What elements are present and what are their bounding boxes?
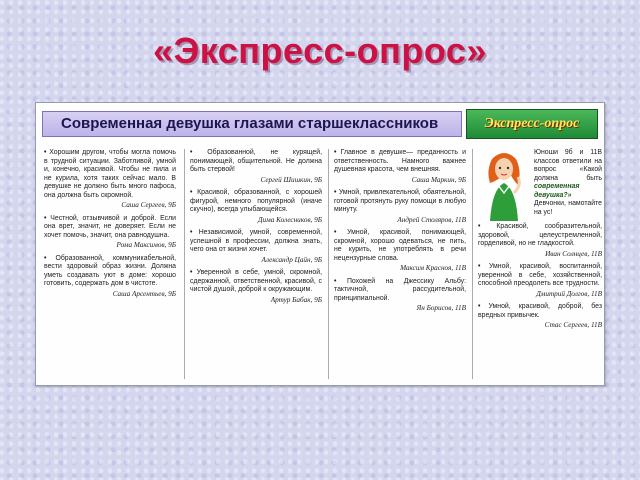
column-divider	[472, 149, 473, 379]
quote-signature: Александр Цайн, 9Б	[261, 255, 322, 264]
quote-entry: • Хорошим другом, чтобы могла помочь в трудной ситуации. Заботливой, умной и, конечно, красивой. Чтобы не пила и не курила, хотя таких сейчас мало. В девушке не должно быть много пафоса, она должна быть скромной. Саша Сергеев, 9Б	[44, 149, 176, 210]
poll-intro: Юноши 9б и 11В классов ответили на вопрос «Какой должна быть современная девушка?» Девчонки, намотайте на ус!	[534, 149, 602, 216]
column-4	[478, 149, 602, 335]
quote-entry: • Независимой, умной, современной, успешной в профессии, должна знать, чего она от жизни хочет. Александр Цайн, 9Б	[190, 229, 322, 264]
girl-illustration	[478, 149, 530, 223]
quote-entry: • Умной, привлекательной, обаятельной, готовой протянуть руку помощи в любую минуту. Андрей Столяров, 11В	[334, 189, 466, 224]
quote-signature: Рома Максимов, 9Б	[116, 241, 176, 249]
quote-signature: Дмитрий Долгов, 11В	[536, 289, 602, 298]
newspaper-headline: Современная девушка глазами старшеклассников	[42, 111, 462, 137]
column-3	[334, 149, 466, 318]
quote-signature: Максим Красноя, 11В	[400, 264, 466, 272]
express-poll-logo	[466, 109, 598, 139]
slide-title: «Экспресс-опрос»	[153, 30, 487, 71]
quote-entry: • Честной, отзывчивой и доброй. Если она врет, значит, не доверяет. Если не хочет помочь, значит, она равнодушна. Рома Максимов, 9Б	[44, 215, 176, 250]
quote-signature: Иван Солнцев, 11В	[545, 249, 602, 258]
quote-signature: Дима Колесников, 9Б	[257, 215, 322, 224]
quote-entry: • Красивой, сообразительной, здоровой, целеустремленной, горделивой, но не гладкостой. Иван Солнцев, 11В	[478, 223, 602, 258]
quote-entry: • Умной, красивой, понимающей, скромной, хорошо одеваться, не пить, не курить, не употреблять в речи нецензурные слова. Максим Красноя, 11В	[334, 229, 466, 273]
quote-entry: • Красивой, образованной, с хорошей фигурой, немного популярной (иначе скучно), всегда улыбающейся. Дима Колесников, 9Б	[190, 189, 322, 224]
column-2	[190, 149, 322, 309]
quote-signature: Саша Арсентьев, 9Б	[112, 289, 176, 298]
quote-signature: Ян Борисов, 11В	[416, 304, 466, 312]
quote-entry: • Похожей на Джессику Альбу: тактичной, рассудительной, принципиальной. Ян Борисов, 11В	[334, 278, 466, 313]
quote-entry: • Умной, красивой, доброй, без вредных привычек. Стас Сергеев, 11В	[478, 303, 602, 330]
quote-signature: Саша Сергеев, 9Б	[121, 201, 176, 209]
quote-signature: Андрей Столяров, 11В	[397, 215, 466, 224]
logo-label: Экспресс-опрос	[484, 116, 580, 131]
quote-entry: • Уверенной в себе, умной, скромной, сдержанной, ответственной, красивой, с чистой душой, доброй к окружающим. Артур Бабак, 9Б	[190, 269, 322, 304]
column-divider	[328, 149, 329, 379]
column-1	[44, 149, 176, 303]
column-divider	[184, 149, 185, 379]
girl-icon	[478, 149, 530, 223]
quote-entry: • Образованной, коммуникабельной, вести здоровый образ жизни. Должна уметь создавать уют в доме: хорошо готовить, содержать дом в чистоте. Саша Арсентьев, 9Б	[44, 255, 176, 299]
newspaper-clipping	[35, 102, 605, 386]
quote-signature: Артур Бабак, 9Б	[270, 295, 322, 304]
quote-entry: • Умной, красивой, воспитанной, уверенной в себе, хозяйственной, способной преодолеть все трудности. Дмитрий Долгов, 11В	[478, 263, 602, 298]
quote-signature: Сергей Шишкин, 9Б	[260, 175, 322, 184]
quote-signature: Саша Маркин, 9Б	[411, 175, 466, 184]
quote-entry: • Образованной, не курящей, понимающей, общительной. Не должна быть стервой! Сергей Шишкин, 9Б	[190, 149, 322, 184]
quote-entry: • Главное в девушке— преданность и ответственность. Намного важнее душевная красота, чем внешняя. Саша Маркин, 9Б	[334, 149, 466, 184]
quote-signature: Стас Сергеев, 11В	[544, 321, 602, 329]
